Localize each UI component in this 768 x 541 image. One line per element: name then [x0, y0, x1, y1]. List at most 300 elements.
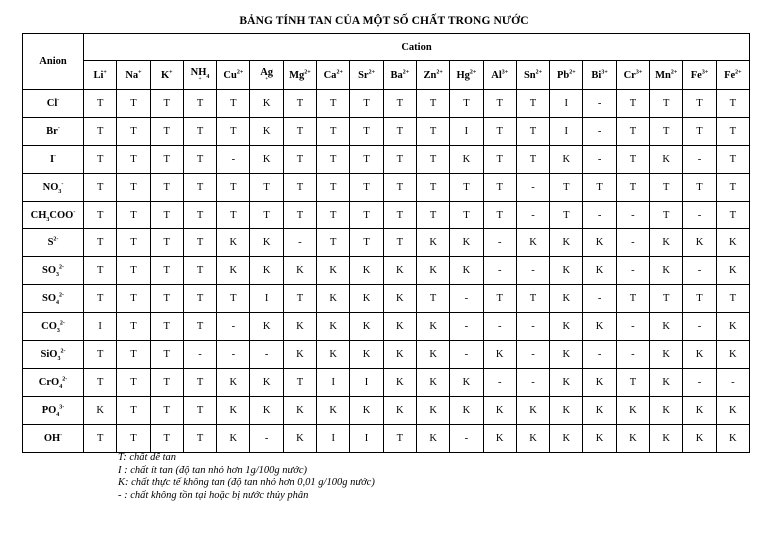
page-title: BẢNG TÍNH TAN CỦA MỘT SỐ CHẤT TRONG NƯỚC: [239, 15, 529, 27]
solubility-cell: K: [283, 396, 316, 424]
cation-cu: $Cu^{2+}$: [217, 61, 250, 90]
solubility-cell: T: [516, 145, 549, 173]
solubility-cell: -: [616, 229, 649, 257]
solubility-cell: -: [683, 368, 716, 396]
solubility-cell: T: [383, 424, 416, 452]
solubility-cell: T: [416, 173, 449, 201]
solubility-cell: K: [283, 424, 316, 452]
solubility-cell: T: [716, 145, 749, 173]
solubility-cell: K: [283, 257, 316, 285]
solubility-cell: -: [516, 341, 549, 369]
solubility-cell: -: [583, 201, 616, 229]
solubility-cell: K: [383, 396, 416, 424]
table-row: [23, 90, 750, 118]
solubility-cell: -: [716, 368, 749, 396]
solubility-cell: T: [183, 145, 216, 173]
solubility-cell: T: [416, 285, 449, 313]
solubility-cell: T: [283, 145, 316, 173]
solubility-cell: I: [84, 313, 117, 341]
solubility-cell: -: [683, 145, 716, 173]
solubility-cell: T: [283, 90, 316, 118]
solubility-cell: T: [183, 90, 216, 118]
solubility-cell: K: [217, 368, 250, 396]
solubility-cell: -: [683, 201, 716, 229]
solubility-cell: K: [250, 117, 283, 145]
solubility-cell: T: [217, 173, 250, 201]
solubility-cell: T: [283, 285, 316, 313]
solubility-cell: K: [650, 229, 683, 257]
solubility-cell: T: [150, 424, 183, 452]
solubility-cell: T: [317, 145, 350, 173]
solubility-cell: T: [550, 173, 583, 201]
solubility-cell: -: [483, 313, 516, 341]
solubility-table: [22, 33, 750, 453]
solubility-cell: T: [84, 173, 117, 201]
solubility-cell: T: [84, 145, 117, 173]
cation-hg: $Hg^{2+}$: [450, 61, 483, 90]
solubility-cell: T: [350, 145, 383, 173]
solubility-cell: K: [350, 257, 383, 285]
solubility-cell: K: [516, 396, 549, 424]
solubility-cell: T: [317, 90, 350, 118]
cation-mg: $Mg^{2+}$: [283, 61, 316, 90]
solubility-cell: K: [250, 313, 283, 341]
solubility-cell: T: [383, 173, 416, 201]
solubility-cell: K: [450, 145, 483, 173]
solubility-cell: K: [683, 424, 716, 452]
cation-ag: Ag +: [250, 61, 283, 90]
anion-cell: $SO_4^{2-}$: [23, 285, 84, 313]
solubility-cell: -: [616, 341, 649, 369]
solubility-cell: K: [383, 257, 416, 285]
solubility-cell: -: [283, 229, 316, 257]
solubility-cell: K: [416, 229, 449, 257]
table-row: [23, 368, 750, 396]
solubility-cell: K: [450, 257, 483, 285]
cation-fe: $Fe^{3+}$: [683, 61, 716, 90]
table-row: [23, 341, 750, 369]
cation-cr: $Cr^{3+}$: [616, 61, 649, 90]
anion-cell: SiO$_3^{2-}$: [23, 341, 84, 369]
solubility-cell: T: [483, 285, 516, 313]
solubility-cell: T: [317, 117, 350, 145]
solubility-cell: -: [616, 257, 649, 285]
legend: [118, 452, 375, 502]
solubility-cell: T: [716, 285, 749, 313]
solubility-cell: K: [683, 396, 716, 424]
solubility-cell: I: [317, 368, 350, 396]
solubility-cell: -: [683, 313, 716, 341]
solubility-cell: -: [450, 285, 483, 313]
cation-k: K+: [150, 61, 183, 90]
solubility-cell: T: [150, 173, 183, 201]
solubility-cell: K: [217, 396, 250, 424]
cation-pb: $Pb^{2+}$: [550, 61, 583, 90]
solubility-cell: I: [350, 424, 383, 452]
solubility-cell: T: [450, 90, 483, 118]
solubility-cell: T: [716, 90, 749, 118]
solubility-cell: T: [117, 313, 150, 341]
solubility-cell: T: [317, 173, 350, 201]
table-row: [23, 229, 750, 257]
anion-cell: CrO$_4^{2-}$: [23, 368, 84, 396]
solubility-cell: T: [250, 173, 283, 201]
solubility-cell: T: [650, 90, 683, 118]
solubility-cell: T: [117, 257, 150, 285]
table-row: [23, 145, 750, 173]
solubility-cell: T: [117, 229, 150, 257]
solubility-cell: K: [416, 257, 449, 285]
solubility-cell: T: [450, 201, 483, 229]
solubility-cell: K: [416, 396, 449, 424]
solubility-cell: T: [416, 145, 449, 173]
table-row: [23, 424, 750, 452]
solubility-cell: T: [716, 173, 749, 201]
solubility-cell: K: [250, 145, 283, 173]
cation-li: Li+: [84, 61, 117, 90]
cation-al: $Al^{3+}$: [483, 61, 516, 90]
solubility-cell: K: [550, 424, 583, 452]
solubility-cell: I: [550, 117, 583, 145]
solubility-cell: T: [217, 201, 250, 229]
solubility-cell: T: [84, 341, 117, 369]
solubility-cell: T: [150, 285, 183, 313]
solubility-cell: -: [583, 117, 616, 145]
solubility-cell: K: [483, 424, 516, 452]
solubility-cell: K: [616, 424, 649, 452]
solubility-cell: I: [450, 117, 483, 145]
solubility-cell: T: [416, 201, 449, 229]
solubility-cell: T: [317, 201, 350, 229]
solubility-cell: T: [616, 145, 649, 173]
solubility-cell: K: [250, 229, 283, 257]
solubility-cell: K: [416, 424, 449, 452]
solubility-cell: K: [483, 396, 516, 424]
solubility-cell: K: [217, 424, 250, 452]
solubility-cell: T: [117, 145, 150, 173]
cation-nh: $NH_4$ +: [183, 61, 216, 90]
solubility-cell: K: [350, 396, 383, 424]
solubility-cell: K: [650, 396, 683, 424]
cation-zn: $Zn^{2+}$: [416, 61, 449, 90]
solubility-cell: -: [250, 424, 283, 452]
solubility-cell: K: [683, 341, 716, 369]
cation-ba: $Ba^{2+}$: [383, 61, 416, 90]
solubility-cell: K: [650, 341, 683, 369]
solubility-cell: K: [350, 285, 383, 313]
solubility-cell: K: [616, 396, 649, 424]
solubility-cell: K: [350, 313, 383, 341]
solubility-cell: T: [516, 117, 549, 145]
anion-cell: I-: [23, 145, 84, 173]
cation-fe: $Fe^{2+}$: [716, 61, 749, 90]
solubility-cell: K: [217, 229, 250, 257]
solubility-cell: T: [616, 117, 649, 145]
solubility-cell: T: [383, 201, 416, 229]
solubility-cell: I: [550, 90, 583, 118]
solubility-cell: -: [483, 368, 516, 396]
solubility-cell: T: [217, 285, 250, 313]
solubility-cell: K: [516, 229, 549, 257]
solubility-cell: T: [183, 229, 216, 257]
solubility-cell: -: [683, 257, 716, 285]
solubility-cell: T: [583, 173, 616, 201]
solubility-cell: T: [383, 229, 416, 257]
solubility-cell: K: [550, 145, 583, 173]
solubility-cell: T: [350, 173, 383, 201]
solubility-cell: -: [583, 145, 616, 173]
solubility-cell: -: [217, 341, 250, 369]
solubility-cell: T: [683, 117, 716, 145]
solubility-cell: K: [416, 313, 449, 341]
solubility-cell: T: [84, 90, 117, 118]
solubility-cell: T: [350, 229, 383, 257]
table-row: [23, 257, 750, 285]
solubility-cell: K: [716, 396, 749, 424]
table-row: [23, 173, 750, 201]
solubility-cell: T: [217, 117, 250, 145]
anion-cell: $PO_4^{3-}$: [23, 396, 84, 424]
solubility-cell: -: [583, 285, 616, 313]
solubility-cell: T: [383, 145, 416, 173]
solubility-cell: K: [583, 257, 616, 285]
solubility-cell: K: [317, 396, 350, 424]
solubility-cell: T: [283, 368, 316, 396]
solubility-cell: T: [150, 145, 183, 173]
solubility-cell: K: [317, 285, 350, 313]
anion-cell: Cl-: [23, 90, 84, 118]
solubility-cell: -: [516, 201, 549, 229]
solubility-cell: T: [117, 285, 150, 313]
solubility-cell: T: [516, 90, 549, 118]
solubility-cell: K: [583, 368, 616, 396]
solubility-cell: T: [150, 257, 183, 285]
solubility-cell: T: [150, 90, 183, 118]
solubility-cell: I: [250, 285, 283, 313]
solubility-cell: K: [450, 368, 483, 396]
solubility-cell: K: [317, 257, 350, 285]
solubility-cell: K: [583, 229, 616, 257]
solubility-cell: K: [250, 368, 283, 396]
solubility-cell: T: [616, 368, 649, 396]
solubility-cell: K: [383, 285, 416, 313]
solubility-cell: K: [283, 341, 316, 369]
solubility-cell: T: [150, 229, 183, 257]
solubility-cell: K: [650, 257, 683, 285]
legend-item: K: chất thực tế không tan (độ tan nhỏ hơn 0,01 g/100g nước): [118, 477, 375, 488]
solubility-cell: T: [150, 117, 183, 145]
solubility-cell: K: [250, 257, 283, 285]
solubility-cell: T: [183, 201, 216, 229]
solubility-cell: T: [84, 229, 117, 257]
solubility-cell: I: [317, 424, 350, 452]
solubility-cell: K: [217, 257, 250, 285]
solubility-cell: K: [550, 229, 583, 257]
solubility-cell: -: [450, 313, 483, 341]
solubility-cell: T: [250, 201, 283, 229]
solubility-cell: T: [84, 368, 117, 396]
solubility-cell: -: [583, 341, 616, 369]
solubility-cell: K: [250, 90, 283, 118]
solubility-cell: T: [150, 396, 183, 424]
solubility-cell: I: [350, 368, 383, 396]
cation-header: Cation: [84, 34, 750, 61]
solubility-cell: K: [283, 313, 316, 341]
solubility-cell: K: [650, 145, 683, 173]
solubility-cell: T: [650, 173, 683, 201]
solubility-cell: K: [716, 341, 749, 369]
solubility-cell: K: [550, 285, 583, 313]
solubility-cell: -: [483, 229, 516, 257]
solubility-cell: T: [416, 117, 449, 145]
solubility-cell: K: [450, 396, 483, 424]
cation-bi: $Bi^{3+}$: [583, 61, 616, 90]
solubility-cell: T: [117, 396, 150, 424]
solubility-cell: K: [650, 313, 683, 341]
solubility-cell: K: [583, 313, 616, 341]
solubility-cell: K: [716, 229, 749, 257]
solubility-cell: T: [150, 368, 183, 396]
solubility-cell: K: [583, 424, 616, 452]
cation-na: Na+: [117, 61, 150, 90]
solubility-cell: K: [716, 313, 749, 341]
solubility-cell: T: [483, 90, 516, 118]
solubility-cell: T: [716, 201, 749, 229]
solubility-cell: T: [283, 173, 316, 201]
solubility-cell: T: [117, 201, 150, 229]
solubility-cell: T: [150, 341, 183, 369]
solubility-cell: K: [550, 341, 583, 369]
solubility-cell: T: [150, 201, 183, 229]
solubility-cell: -: [217, 145, 250, 173]
solubility-cell: T: [183, 117, 216, 145]
solubility-cell: T: [383, 90, 416, 118]
solubility-cell: T: [183, 396, 216, 424]
table-row: [23, 396, 750, 424]
anion-cell: $SO_3^{2-}$: [23, 257, 84, 285]
solubility-cell: T: [416, 90, 449, 118]
solubility-cell: T: [350, 201, 383, 229]
anion-cell: $S^{2-}$: [23, 229, 84, 257]
solubility-cell: T: [550, 201, 583, 229]
solubility-cell: T: [283, 201, 316, 229]
solubility-cell: -: [183, 341, 216, 369]
solubility-cell: K: [583, 396, 616, 424]
solubility-cell: K: [516, 424, 549, 452]
solubility-cell: T: [616, 90, 649, 118]
solubility-cell: T: [183, 257, 216, 285]
solubility-cell: T: [84, 285, 117, 313]
solubility-cell: K: [550, 396, 583, 424]
solubility-cell: T: [616, 285, 649, 313]
solubility-cell: -: [516, 257, 549, 285]
solubility-cell: T: [650, 201, 683, 229]
solubility-cell: T: [117, 341, 150, 369]
solubility-cell: T: [117, 173, 150, 201]
solubility-cell: -: [616, 201, 649, 229]
solubility-cell: K: [683, 229, 716, 257]
solubility-cell: K: [416, 341, 449, 369]
solubility-cell: T: [84, 257, 117, 285]
table-row: [23, 201, 750, 229]
solubility-cell: T: [84, 201, 117, 229]
table-row: [23, 313, 750, 341]
solubility-cell: -: [450, 424, 483, 452]
solubility-cell: K: [250, 396, 283, 424]
solubility-cell: K: [383, 368, 416, 396]
solubility-cell: K: [716, 257, 749, 285]
solubility-cell: -: [516, 368, 549, 396]
anion-cell: $NO_3^-$: [23, 173, 84, 201]
solubility-cell: -: [583, 90, 616, 118]
cation-ca: $Ca^{2+}$: [317, 61, 350, 90]
solubility-cell: T: [183, 285, 216, 313]
solubility-cell: T: [117, 90, 150, 118]
solubility-cell: K: [650, 424, 683, 452]
solubility-cell: T: [450, 173, 483, 201]
solubility-cell: T: [716, 117, 749, 145]
solubility-cell: K: [550, 313, 583, 341]
anion-cell: $CO_3^{2-}$: [23, 313, 84, 341]
solubility-cell: T: [483, 201, 516, 229]
solubility-cell: T: [616, 173, 649, 201]
solubility-cell: K: [416, 368, 449, 396]
solubility-cell: K: [350, 341, 383, 369]
solubility-cell: K: [550, 368, 583, 396]
solubility-cell: -: [616, 313, 649, 341]
solubility-cell: K: [550, 257, 583, 285]
solubility-cell: T: [117, 368, 150, 396]
solubility-cell: T: [150, 313, 183, 341]
cation-sr: $Sr^{2+}$: [350, 61, 383, 90]
table-body: [23, 90, 750, 453]
solubility-cell: T: [683, 90, 716, 118]
solubility-cell: K: [450, 229, 483, 257]
table-row: [23, 285, 750, 313]
solubility-cell: K: [716, 424, 749, 452]
solubility-cell: T: [84, 424, 117, 452]
solubility-cell: -: [516, 313, 549, 341]
cation-sn: $Sn^{2+}$: [516, 61, 549, 90]
solubility-cell: -: [450, 341, 483, 369]
legend-item: - : chất không tồn tại hoặc bị nước thủy phân: [118, 489, 309, 501]
anion-cell: OH-: [23, 424, 84, 452]
legend-item: T: chất dễ tan: [118, 452, 177, 463]
cation-mn: $Mn^{2+}$: [650, 61, 683, 90]
solubility-cell: T: [483, 117, 516, 145]
solubility-cell: T: [483, 145, 516, 173]
solubility-cell: T: [183, 313, 216, 341]
solubility-cell: T: [317, 229, 350, 257]
cation-row: [23, 61, 750, 90]
solubility-cell: T: [117, 424, 150, 452]
solubility-cell: T: [84, 117, 117, 145]
solubility-cell: T: [516, 285, 549, 313]
solubility-cell: K: [84, 396, 117, 424]
solubility-cell: T: [283, 117, 316, 145]
anion-header: Anion: [23, 34, 84, 90]
solubility-cell: T: [683, 285, 716, 313]
solubility-cell: T: [217, 90, 250, 118]
solubility-cell: K: [650, 368, 683, 396]
solubility-cell: T: [483, 173, 516, 201]
solubility-cell: -: [483, 257, 516, 285]
solubility-cell: T: [350, 90, 383, 118]
solubility-cell: T: [183, 173, 216, 201]
solubility-cell: T: [183, 368, 216, 396]
anion-cell: Br-: [23, 117, 84, 145]
solubility-cell: K: [317, 313, 350, 341]
